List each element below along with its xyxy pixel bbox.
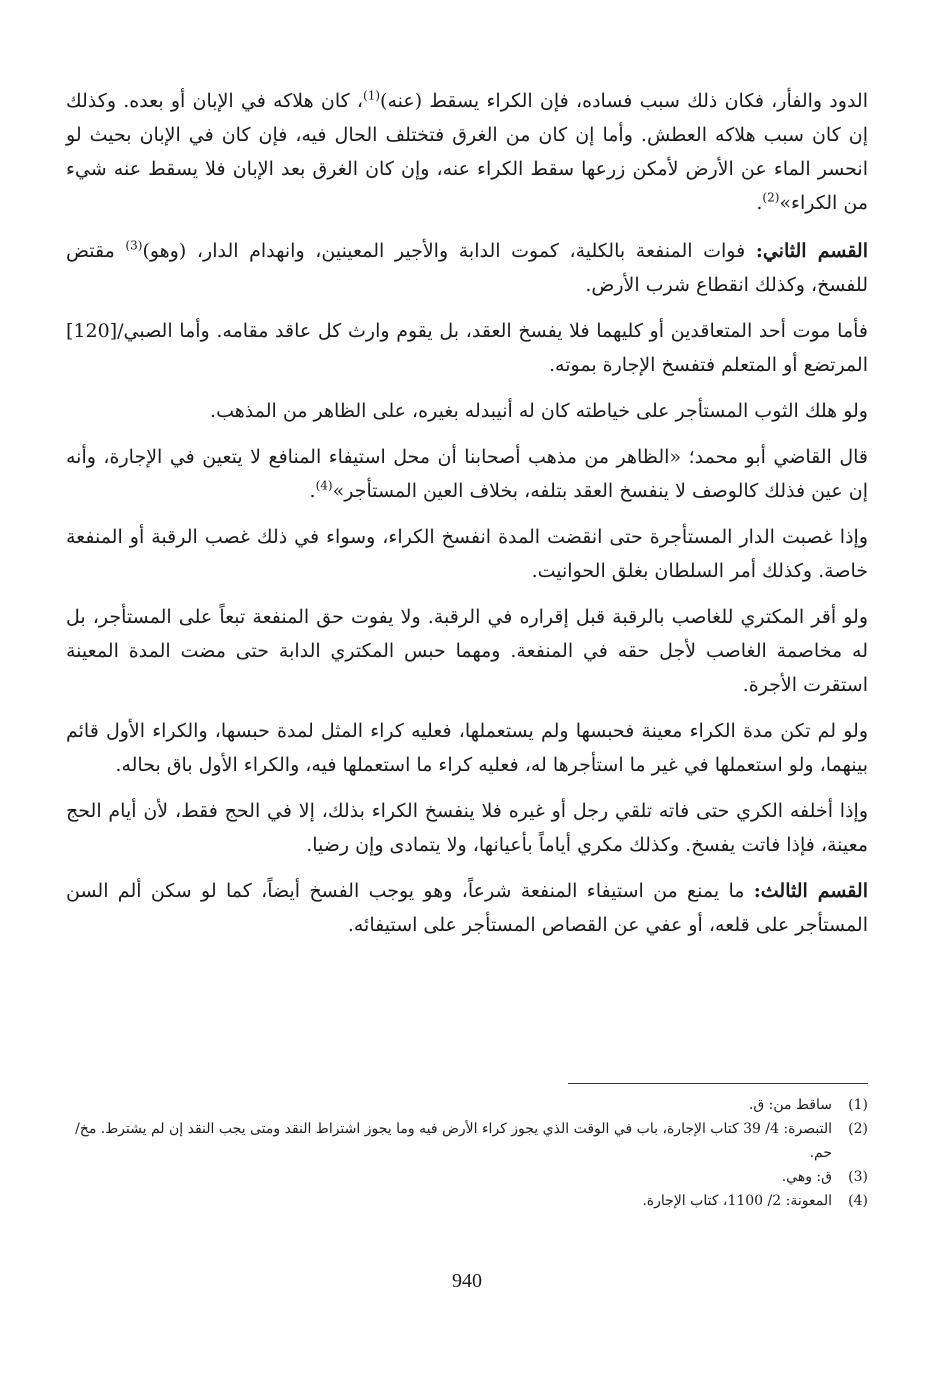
footnote-text: ق: وهي. xyxy=(781,1169,832,1185)
footnote-ref-2: (2) xyxy=(762,190,780,205)
paragraph-4: ولو هلك الثوب المستأجر على خياطته كان له أنيبدله بغيره، على الظاهر من المذهب. xyxy=(210,400,868,422)
footnote xyxy=(66,1093,868,1117)
paragraph-5: قال القاضي أبو محمد؛ «الظاهر من مذهب أصحابنا أن محل استيفاء المنافع لا يتعين في الإجارة، وأنه إن عين فذلك كالوصف لا ينفسخ العقد بتلفه، بخلاف العين المستأجر»$^{(4)}$. xyxy=(66,446,868,502)
footnote-text: التبصرة: 4/ 39 كتاب الإجارة، باب في الوقت الذي يجوز كراء الأرض فيه وما يجوز اشتراط النقد ومتى يجب النقد إن لم يشترط. مخ/حم. xyxy=(75,1121,832,1161)
paragraph-6: وإذا غصبت الدار المستأجرة حتى انقضت المدة انفسخ الكراء، وسواء في ذلك غصب الرقبة أو المنفعة خاصة. وكذلك أمر السلطان بغلق الحوانيت. xyxy=(66,526,868,582)
paragraph-8: ولو لم تكن مدة الكراء معينة فحبسها ولم يستعملها، فعليه كراء المثل لمدة حبسها، والكراء الأول قائم بينهما، ولو استعملها في غير ما استأجرها له، فعليه كراء ما استعملها فيه، والكراء الأول باق بحاله. xyxy=(66,720,868,776)
paragraph-1: الدود والفأر، فكان ذلك سبب فساده، فإن الكراء يسقط (عنه)$^{(1)}$، كان هلاكه في الإبان أو بعده. وكذلك إن كان سبب هلاكه العطش. وأما إن كان من الغرق فتختلف الحال فيه، فإن كان في الإبان بحيث لو انحسر الماء عن الأرض لأمكن زرعها سقط الكراء عنه، وإن كان الغرق بعد الإبان فلا يسقط عنه شيء من الكراء»$^{(2)}$. xyxy=(66,88,868,214)
footnote xyxy=(66,1165,868,1189)
footnote-number: (1) xyxy=(848,1097,868,1113)
footnote xyxy=(66,1189,868,1213)
footnote-ref-1: (1) xyxy=(363,88,381,103)
footnotes xyxy=(66,1093,868,1213)
footnote-number: (4) xyxy=(848,1193,868,1209)
footnote xyxy=(66,1117,868,1165)
footnote-text: ساقط من: ق. xyxy=(748,1097,832,1113)
section-heading: القسم الثالث: xyxy=(753,880,868,902)
main-text xyxy=(66,84,868,954)
paragraph-10: القسم الثالث: ما يمنع من استيفاء المنفعة شرعاً، وهو يوجب الفسخ أيضاً، كما لو سكن ألم السن المستأجر على قلعه، أو عفي عن القصاص المستأجر على استيفائه. xyxy=(66,880,868,936)
paragraph-9: وإذا أخلفه الكري حتى فاته تلقي رجل أو غيره فلا ينفسخ الكراء بذلك، إلا في الحج فقط، لأن أيام الحج معينة، فإذا فاتت يفسخ. وكذلك مكري أياماً بأعيانها، ولا يتمادى وإن رضيا. xyxy=(66,800,868,856)
footnote-ref-4: (4) xyxy=(315,478,333,493)
footnote-divider xyxy=(568,1083,868,1084)
paragraph-7: ولو أقر المكتري للغاصب بالرقبة قبل إقراره في الرقبة. ولا يفوت حق المنفعة تبعاً على المستأجر، بل له مخاصمة الغاصب لأجل حقه في المنفعة. ومهما حبس المكتري الدابة حتى مضت المدة المعينة استقرت الأجرة. xyxy=(66,606,868,696)
paragraph-2: القسم الثاني: فوات المنفعة بالكلية، كموت الدابة والأجير المعينين، وانهدام الدار، (وهو)$^{(3)}$ مقتض للفسخ، وكذلك انقطاع شرب الأرض. xyxy=(66,238,868,296)
footnote-number: (2) xyxy=(848,1121,868,1137)
section-heading: القسم الثاني: xyxy=(755,240,868,262)
footnote-text: المعونة: 2/ 1100، كتاب الإجارة. xyxy=(642,1193,832,1209)
footnote-number: (3) xyxy=(848,1169,868,1185)
footnote-ref-3: (3) xyxy=(125,238,143,253)
page-number: 940 xyxy=(452,1270,482,1292)
paragraph-3: فأما موت أحد المتعاقدين أو كليهما فلا يفسخ العقد، بل يقوم وارث كل عاقد مقامه. وأما الصبي/[120] المرتضع أو المتعلم فتفسخ الإجارة بموته. xyxy=(66,320,868,376)
